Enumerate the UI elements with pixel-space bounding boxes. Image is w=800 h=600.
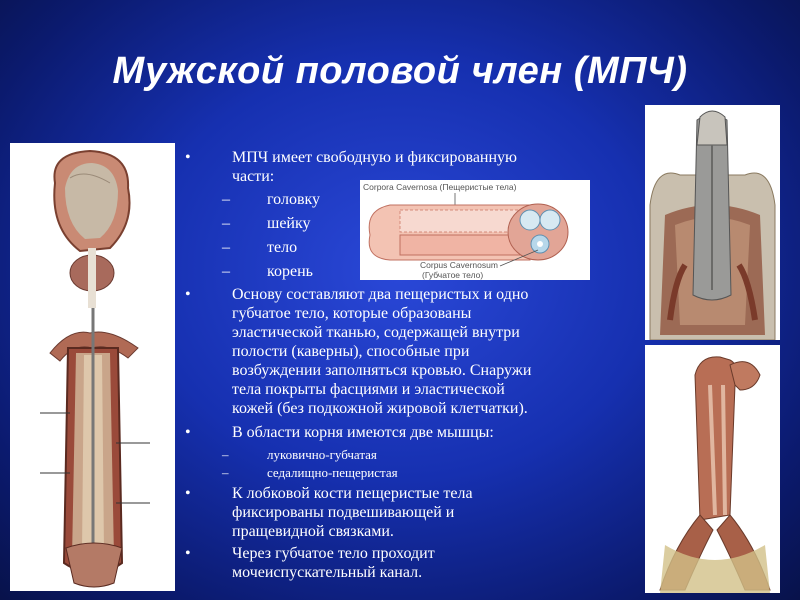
bullet-marker: • [185,545,191,562]
bullet-text: части: [232,168,275,185]
dash-marker: – [222,465,229,480]
sub-item-text: корень [267,263,313,280]
dash-marker: – [222,239,230,256]
bullet-text: В области корня имеются две мышцы: [232,424,494,441]
bullet-marker: • [185,149,191,166]
bullet-marker: • [185,424,191,441]
sub-item-text: седалищно-пещеристая [267,465,398,480]
inset-label-corpora: Corpora Cavernosa (Пещеристые тела) [363,182,517,192]
bullet-marker: • [185,485,191,502]
bullet-marker: • [185,286,191,303]
dash-marker: – [222,447,229,462]
slide-title: Мужской половой член (МПЧ) [112,50,688,92]
dash-marker: – [222,191,230,208]
sub-item-text: головку [267,191,321,208]
corpora-dissection-illustration [645,345,780,593]
inset-label-spongy: Corpus Cavernosum [420,260,498,270]
dash-marker: – [222,215,230,232]
sub-item-text: шейку [267,215,311,232]
inset-label-spongy-ru: (Губчатое тело) [422,270,484,280]
external-view-illustration [645,105,780,340]
longitudinal-section-illustration [10,143,175,591]
bullet-text: Основу составляют два пещеристых и одно губчатое тело, которые образованы эластической тканью, содержащей внутри полости (каверны), способные при возбуждении заполняться кровью. Снаружи тела покрыты фасциями и эластической кожей (без подкожной жировой клетчатки). [232,286,532,417]
bullet-text: К лобковой кости пещеристые тела фиксированы подвешивающей и пращевидной связками. [232,485,473,540]
bullet-text: МПЧ имеет свободную и фиксированную [232,149,517,166]
sub-item-text: тело [267,239,298,256]
sub-item-text: луковично-губчатая [267,447,377,462]
dash-marker: – [222,263,230,280]
bullet-text: Через губчатое тело проходит мочеиспускательный канал. [232,545,435,581]
